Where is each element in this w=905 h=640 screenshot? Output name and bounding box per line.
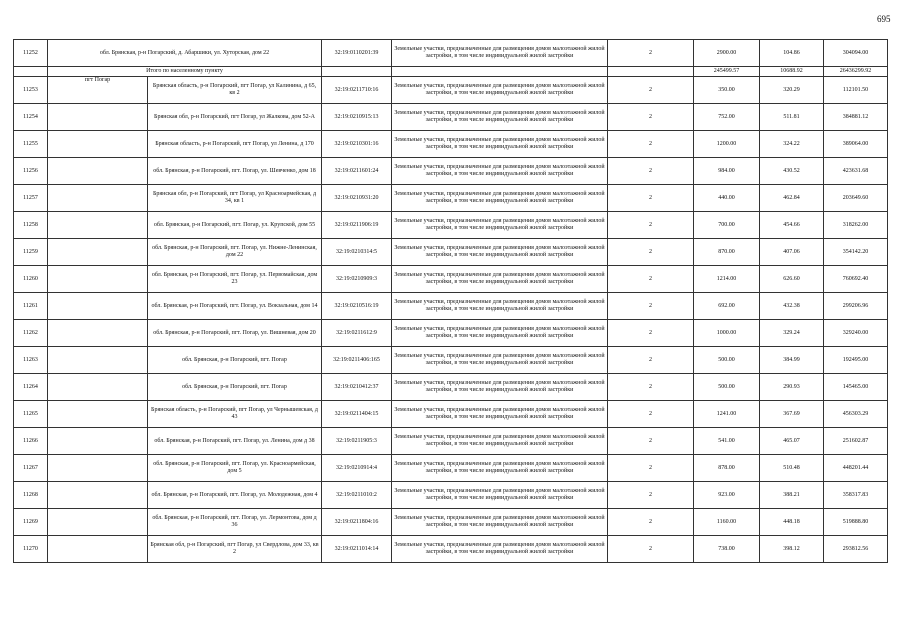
row-id: 11264 [14,374,48,401]
area-cell: 2900.00 [694,40,760,67]
group-cell: 2 [608,401,694,428]
cadastral-number: 32:19:0110201:39 [322,40,392,67]
row-id: 11253 [14,77,48,104]
land-use-cell: Земельные участки, предназначенные для размещения домов малоэтажной жилой застройки, в том числе индивидуальной жилой застройки [392,536,608,563]
unit-value-cell: 448.18 [760,509,824,536]
area-cell: 1000.00 [694,320,760,347]
table-row [14,401,888,428]
settlement-cell [48,320,148,347]
subtotal-spacer [322,67,392,77]
land-use-cell: Земельные участки, предназначенные для размещения домов малоэтажной жилой застройки, в том числе индивидуальной жилой застройки [392,428,608,455]
table-row [14,158,888,185]
area-cell: 700.00 [694,212,760,239]
area-cell: 500.00 [694,347,760,374]
cadastral-value-cell: 519888.80 [824,509,888,536]
settlement-cell [48,131,148,158]
subtotal-cadastral-value: 26436299.92 [824,67,888,77]
row-id: 11265 [14,401,48,428]
land-use-cell: Земельные участки, предназначенные для размещения домов малоэтажной жилой застройки, в том числе индивидуальной жилой застройки [392,293,608,320]
settlement-cell [48,428,148,455]
area-cell: 752.00 [694,104,760,131]
subtotal-spacer [608,67,694,77]
land-use-cell: Земельные участки, предназначенные для размещения домов малоэтажной жилой застройки, в том числе индивидуальной жилой застройки [392,266,608,293]
table-row [14,266,888,293]
cadastral-value-cell: 384881.12 [824,104,888,131]
table-row [14,482,888,509]
cadastral-number: 32:19:0210931:20 [322,185,392,212]
group-cell: 2 [608,455,694,482]
cadastral-value-cell: 192495.00 [824,347,888,374]
row-id: 11261 [14,293,48,320]
address-cell: Брянская обл, р-н Погарский, пгт Погар, ул Красноармейская, д 34, кв 1 [148,185,322,212]
settlement-cell [48,482,148,509]
table-row [14,185,888,212]
settlement-cell [48,212,148,239]
cadastral-number: 32:19:0211710:16 [322,77,392,104]
address-cell: обл. Брянская, р-н Погарский, пгт. Погар, ул. Шевченко, дом 18 [148,158,322,185]
address-cell: обл. Брянская, р-н Погарский, пгт. Погар, ул. Вишневая, дом 20 [148,320,322,347]
cadastral-value-table [13,39,888,563]
unit-value-cell: 432.38 [760,293,824,320]
address-cell: обл. Брянская, р-н Погарский, пгт. Погар, ул. Молодежная, дом 4 [148,482,322,509]
area-cell: 541.00 [694,428,760,455]
land-use-cell: Земельные участки, предназначенные для размещения домов малоэтажной жилой застройки, в том числе индивидуальной жилой застройки [392,158,608,185]
settlement-cell [48,239,148,266]
land-use-cell: Земельные участки, предназначенные для размещения домов малоэтажной жилой застройки, в том числе индивидуальной жилой застройки [392,401,608,428]
unit-value-cell: 626.60 [760,266,824,293]
row-id: 11255 [14,131,48,158]
table-row [14,239,888,266]
cadastral-number: 32:19:0211601:24 [322,158,392,185]
cadastral-value-cell: 112101.50 [824,77,888,104]
address-cell: обл. Брянская, р-н Погарский, пгт. Погар, ул. Вокзальная, дом 14 [148,293,322,320]
table-row [14,428,888,455]
address-cell: обл. Брянская, р-н Погарский, пгт. Погар [148,347,322,374]
cadastral-number: 32:19:0210914:4 [322,455,392,482]
table-row [14,40,888,67]
cadastral-number: 32:19:0211014:14 [322,536,392,563]
area-cell: 878.00 [694,455,760,482]
row-id: 11259 [14,239,48,266]
settlement-cell [48,374,148,401]
row-id: 11266 [14,428,48,455]
group-cell: 2 [608,509,694,536]
cadastral-value-cell: 318262.00 [824,212,888,239]
row-id: 11254 [14,104,48,131]
group-cell: 2 [608,77,694,104]
group-cell: 2 [608,131,694,158]
cadastral-number: 32:19:0211905:3 [322,428,392,455]
unit-value-cell: 367.69 [760,401,824,428]
area-cell: 350.00 [694,77,760,104]
address-cell: обл. Брянская, р-н Погарский, пгт. Погар, ул. Красноармейская, дом 5 [148,455,322,482]
settlement-cell [48,401,148,428]
group-cell: 2 [608,104,694,131]
address-cell: обл. Брянская, р-н Погарский, д. Абаршики, ул. Хуторская, дом 22 [48,40,322,67]
unit-value-cell: 290.93 [760,374,824,401]
cadastral-number: 32:19:0211404:15 [322,401,392,428]
page-number: 695 [877,14,891,24]
settlement-cell [48,509,148,536]
address-cell: обл. Брянская, р-н Погарский, пгт. Погар, ул. Нижне-Ленинская, дом 22 [148,239,322,266]
cadastral-value-cell: 299206.96 [824,293,888,320]
area-cell: 440.00 [694,185,760,212]
row-id: 11258 [14,212,48,239]
table-row [14,536,888,563]
group-cell: 2 [608,320,694,347]
cadastral-number: 32:19:0211612:9 [322,320,392,347]
area-cell: 923.00 [694,482,760,509]
land-use-cell: Земельные участки, предназначенные для размещения домов малоэтажной жилой застройки, в том числе индивидуальной жилой застройки [392,40,608,67]
settlement-cell [48,158,148,185]
row-id: 11262 [14,320,48,347]
subtotal-spacer [392,67,608,77]
row-id: 11269 [14,509,48,536]
unit-value-cell: 454.66 [760,212,824,239]
cadastral-number: 32:19:0210301:16 [322,131,392,158]
cadastral-number: 32:19:0210915:13 [322,104,392,131]
area-cell: 1160.00 [694,509,760,536]
table-row [14,455,888,482]
unit-value-cell: 388.21 [760,482,824,509]
group-cell: 2 [608,374,694,401]
unit-value-cell: 407.06 [760,239,824,266]
address-cell: обл. Брянская, р-н Погарский, пгт. Погар, ул. Первомайская, дом 23 [148,266,322,293]
subtotal-label: Итого по населенному пункту [48,67,322,77]
row-id: 11260 [14,266,48,293]
table-row [14,320,888,347]
table-row [14,131,888,158]
group-cell: 2 [608,536,694,563]
unit-value-cell: 465.07 [760,428,824,455]
address-cell: Брянская область, р-н Погарский, пгт Погар, ул Ленина, д 170 [148,131,322,158]
settlement-cell [48,185,148,212]
area-cell: 692.00 [694,293,760,320]
cadastral-value-cell: 304094.00 [824,40,888,67]
address-cell: обл. Брянская, р-н Погарский, пгт. Погар, ул. Крупской, дом 55 [148,212,322,239]
land-use-cell: Земельные участки, предназначенные для размещения домов малоэтажной жилой застройки, в том числе индивидуальной жилой застройки [392,212,608,239]
settlement-cell [48,293,148,320]
group-cell: 2 [608,482,694,509]
cadastral-number: 32:19:0211906:19 [322,212,392,239]
cadastral-number: 32:19:0210516:19 [322,293,392,320]
row-id: 11270 [14,536,48,563]
address-cell: Брянская обл, р-н Погарский, пгт Погар, ул Жалкова, дом 52-А [148,104,322,131]
table-body [14,40,888,563]
cadastral-value-cell: 354142.20 [824,239,888,266]
group-cell: 2 [608,293,694,320]
group-cell: 2 [608,347,694,374]
address-cell: обл. Брянская, р-н Погарский, пгт. Погар, ул. Лермонтова, дом д 36 [148,509,322,536]
land-use-cell: Земельные участки, предназначенные для размещения домов малоэтажной жилой застройки, в том числе индивидуальной жилой застройки [392,131,608,158]
address-cell: обл. Брянская, р-н Погарский, пгт. Погар [148,374,322,401]
address-cell: Брянская область, р-н Погарский, пгт Погар, ул Калинина, д 65, кв 2 [148,77,322,104]
subtotal-row [14,67,888,77]
area-cell: 1241.00 [694,401,760,428]
settlement-label: пгт Погар [48,77,148,104]
land-use-cell: Земельные участки, предназначенные для размещения домов малоэтажной жилой застройки, в том числе индивидуальной жилой застройки [392,347,608,374]
table-row [14,212,888,239]
unit-value-cell: 398.12 [760,536,824,563]
area-cell: 870.00 [694,239,760,266]
row-id: 11252 [14,40,48,67]
group-cell: 2 [608,40,694,67]
settlement-cell [48,536,148,563]
table-row [14,374,888,401]
table-row [14,347,888,374]
row-id: 11257 [14,185,48,212]
cadastral-number: 32:19:0211010:2 [322,482,392,509]
cadastral-value-cell: 423631.68 [824,158,888,185]
unit-value-cell: 430.52 [760,158,824,185]
row-id: 11256 [14,158,48,185]
unit-value-cell: 320.29 [760,77,824,104]
area-cell: 738.00 [694,536,760,563]
land-use-cell: Земельные участки, предназначенные для размещения домов малоэтажной жилой застройки, в том числе индивидуальной жилой застройки [392,239,608,266]
area-cell: 1214.00 [694,266,760,293]
settlement-cell [48,104,148,131]
area-cell: 1200.00 [694,131,760,158]
unit-value-cell: 324.22 [760,131,824,158]
cadastral-number: 32:19:0211406:165 [322,347,392,374]
area-cell: 984.00 [694,158,760,185]
address-cell: обл. Брянская, р-н Погарский, пгт. Погар, ул. Ленина, дом д 38 [148,428,322,455]
cadastral-value-cell: 251602.87 [824,428,888,455]
cadastral-number: 32:19:0210909:3 [322,266,392,293]
table-row [14,77,888,104]
table-row [14,293,888,320]
cadastral-number: 32:19:0211804:16 [322,509,392,536]
cadastral-number: 32:19:0210314:5 [322,239,392,266]
land-use-cell: Земельные участки, предназначенные для размещения домов малоэтажной жилой застройки, в том числе индивидуальной жилой застройки [392,104,608,131]
unit-value-cell: 462.84 [760,185,824,212]
group-cell: 2 [608,185,694,212]
cadastral-value-cell: 203649.60 [824,185,888,212]
group-cell: 2 [608,158,694,185]
land-use-cell: Земельные участки, предназначенные для размещения домов малоэтажной жилой застройки, в том числе индивидуальной жилой застройки [392,374,608,401]
row-id: 11263 [14,347,48,374]
settlement-cell [48,455,148,482]
cadastral-value-cell: 358317.83 [824,482,888,509]
cadastral-value-cell: 389064.00 [824,131,888,158]
land-use-cell: Земельные участки, предназначенные для размещения домов малоэтажной жилой застройки, в том числе индивидуальной жилой застройки [392,77,608,104]
cadastral-value-cell: 448201.44 [824,455,888,482]
unit-value-cell: 104.86 [760,40,824,67]
subtotal-area: 245499.57 [694,67,760,77]
group-cell: 2 [608,239,694,266]
settlement-cell [48,347,148,374]
group-cell: 2 [608,212,694,239]
subtotal-unit-value: 10688.92 [760,67,824,77]
cadastral-number: 32:19:0210412:37 [322,374,392,401]
land-use-cell: Земельные участки, предназначенные для размещения домов малоэтажной жилой застройки, в том числе индивидуальной жилой застройки [392,185,608,212]
land-use-cell: Земельные участки, предназначенные для размещения домов малоэтажной жилой застройки, в том числе индивидуальной жилой застройки [392,482,608,509]
table-row [14,509,888,536]
land-use-cell: Земельные участки, предназначенные для размещения домов малоэтажной жилой застройки, в том числе индивидуальной жилой застройки [392,320,608,347]
unit-value-cell: 510.48 [760,455,824,482]
cadastral-value-cell: 456303.29 [824,401,888,428]
cadastral-value-cell: 760692.40 [824,266,888,293]
unit-value-cell: 511.81 [760,104,824,131]
settlement-cell [48,266,148,293]
address-cell: Брянская область, р-н Погарский, пгт Погар, ул Чернышевская, д 43 [148,401,322,428]
address-cell: Брянская обл, р-н Погарский, пгт Погар, ул Свердлова, дом 33, кв 2 [148,536,322,563]
unit-value-cell: 384.99 [760,347,824,374]
land-use-cell: Земельные участки, предназначенные для размещения домов малоэтажной жилой застройки, в том числе индивидуальной жилой застройки [392,509,608,536]
cadastral-value-cell: 293812.56 [824,536,888,563]
area-cell: 500.00 [694,374,760,401]
land-use-cell: Земельные участки, предназначенные для размещения домов малоэтажной жилой застройки, в том числе индивидуальной жилой застройки [392,455,608,482]
cadastral-value-cell: 145465.00 [824,374,888,401]
unit-value-cell: 329.24 [760,320,824,347]
group-cell: 2 [608,266,694,293]
row-id: 11268 [14,482,48,509]
table-row [14,104,888,131]
cadastral-value-cell: 329240.00 [824,320,888,347]
row-id: 11267 [14,455,48,482]
subtotal-spacer [14,67,48,77]
group-cell: 2 [608,428,694,455]
